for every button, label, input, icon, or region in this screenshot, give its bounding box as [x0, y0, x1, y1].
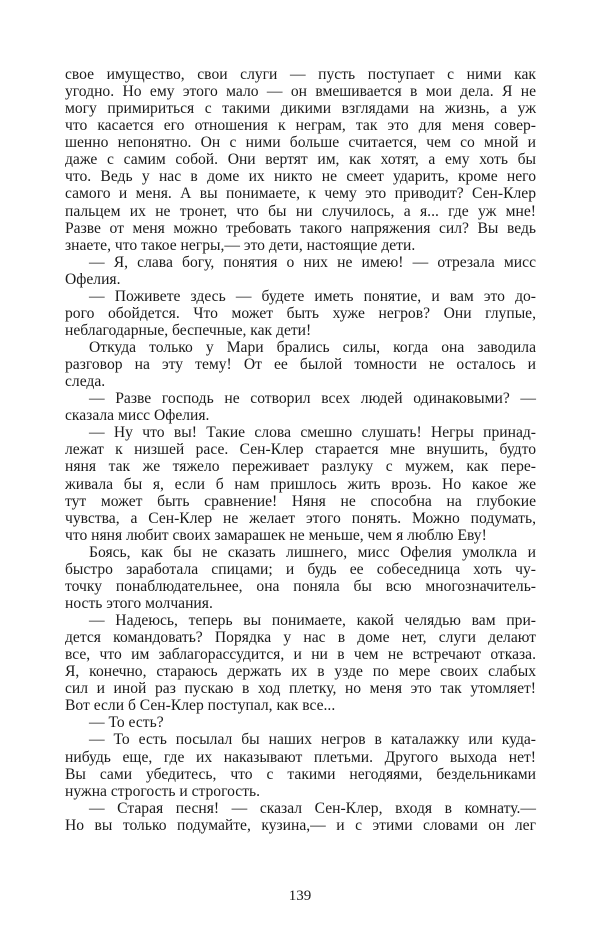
text-line: дется командовать? Порядка у нас в доме нет, слуги делают — [65, 629, 536, 647]
text-line: Разве от меня можно требовать такого напряжения сил? Вы ведь — [65, 219, 536, 237]
text-line: следа. — [65, 373, 106, 391]
text-line: — То есть? — [89, 714, 164, 732]
text-line: ность этого молчания. — [65, 594, 213, 612]
text-line: быстро заработала спицами; и будь ее собеседница хоть чу- — [65, 560, 536, 578]
page-body-text — [65, 66, 536, 834]
text-line: чувства, а Сен-Клер не желает этого понять. Можно подумать, — [65, 509, 536, 527]
text-line: даже с самим собой. Они вертят им, как хотят, а ему хоть бы — [65, 151, 536, 169]
text-line: — Ну что вы! Такие слова смешно слушать! Негры принад- — [89, 424, 536, 442]
text-line: нибудь еще, где их наказывают плетьми. Другого выхода нет! — [65, 748, 536, 766]
text-line: — То есть посылал бы наших негров в каталажку или куда- — [89, 731, 536, 749]
text-line: Боясь, как бы не сказать лишнего, мисс Офелия умолкла и — [89, 543, 536, 561]
text-line: — Я, слава богу, понятия о них не имею! — отрезала мисс — [89, 253, 536, 271]
text-line: могу примириться с такими дикими взглядами на жизнь, а уж — [65, 100, 536, 118]
text-line: что. Ведь у нас в доме их никто не смеет ударить, кроме него — [65, 168, 536, 186]
text-line: точку понаблюдательнее, она поняла бы всю многозначитель- — [65, 577, 536, 595]
text-line: все, что им заблагорассудится, и ни в чем не встречают отказа. — [65, 646, 536, 664]
text-line: Вот если б Сен-Клер поступал, как все... — [65, 697, 336, 715]
text-line: нужна строгость и строгость. — [65, 782, 261, 800]
text-line: живала бы я, если б нам пришлось жить врозь. Но какое же — [65, 475, 536, 493]
text-line: что няня любит своих замарашек не меньше, чем я люблю Еву! — [65, 526, 487, 544]
text-line: лежат к низшей расе. Сен-Клер старается мне внушить, будто — [65, 441, 536, 459]
text-line: няня так же тяжело переживает разлуку с мужем, как пере- — [65, 458, 536, 476]
text-line: — Разве господь не сотворил всех людей одинаковыми? — — [89, 390, 536, 408]
text-line: тут может быть сравнение! Няня не способна на глубокие — [65, 492, 536, 510]
text-line: рого обойдется. Что может быть хуже негров? Они глупые, — [65, 304, 536, 322]
text-line: сказала мисс Офелия. — [65, 407, 210, 425]
text-line: — Надеюсь, теперь вы понимаете, какой челядью вам при- — [89, 612, 536, 629]
text-line: что касается его отношения к неграм, так это для меня совер- — [65, 117, 536, 135]
text-line: разговор на эту тему! От ее былой томности не осталось и — [65, 356, 536, 374]
text-line: неблагодарные, беспечные, как дети! — [65, 321, 312, 339]
text-line: — Старая песня! — сказал Сен-Клер, входя в комнату.— — [89, 799, 536, 817]
text-line: Откуда только у Мари брались силы, когда она заводила — [89, 339, 536, 356]
text-line: Вы сами убедитесь, что с такими негодяями, бездельниками — [65, 765, 536, 783]
text-line: Офелия. — [65, 270, 121, 288]
text-line: Я, конечно, стараюсь держать их в узде по мере своих слабых — [65, 663, 536, 681]
text-line: знаете, что такое негры,— это дети, настоящие дети. — [65, 236, 416, 254]
text-line: свое имущество, свои слуги — пусть поступает с ними как — [65, 66, 536, 83]
text-line: Но вы только подумайте, кузина,— и с этими словами он лег — [65, 816, 536, 834]
text-line: пальцем их не тронет, что бы ни случилось, а я... где уж мне! — [65, 202, 536, 220]
text-line: шенно непонятно. Он с ними больше считается, чем со мной и — [65, 134, 536, 152]
text-line: сил и иной раз пускаю в ход плетку, но меня это так утомляет! — [65, 680, 536, 698]
page-number: 139 — [288, 888, 312, 904]
text-line: самого и меня. А вы понимаете, к чему это приводит? Сен-Клер — [65, 185, 536, 203]
text-line: — Поживете здесь — будете иметь понятие, и вам это до- — [89, 287, 536, 305]
text-line: угодно. Но ему этого мало — он вмешивается в мои дела. Я не — [65, 83, 536, 101]
